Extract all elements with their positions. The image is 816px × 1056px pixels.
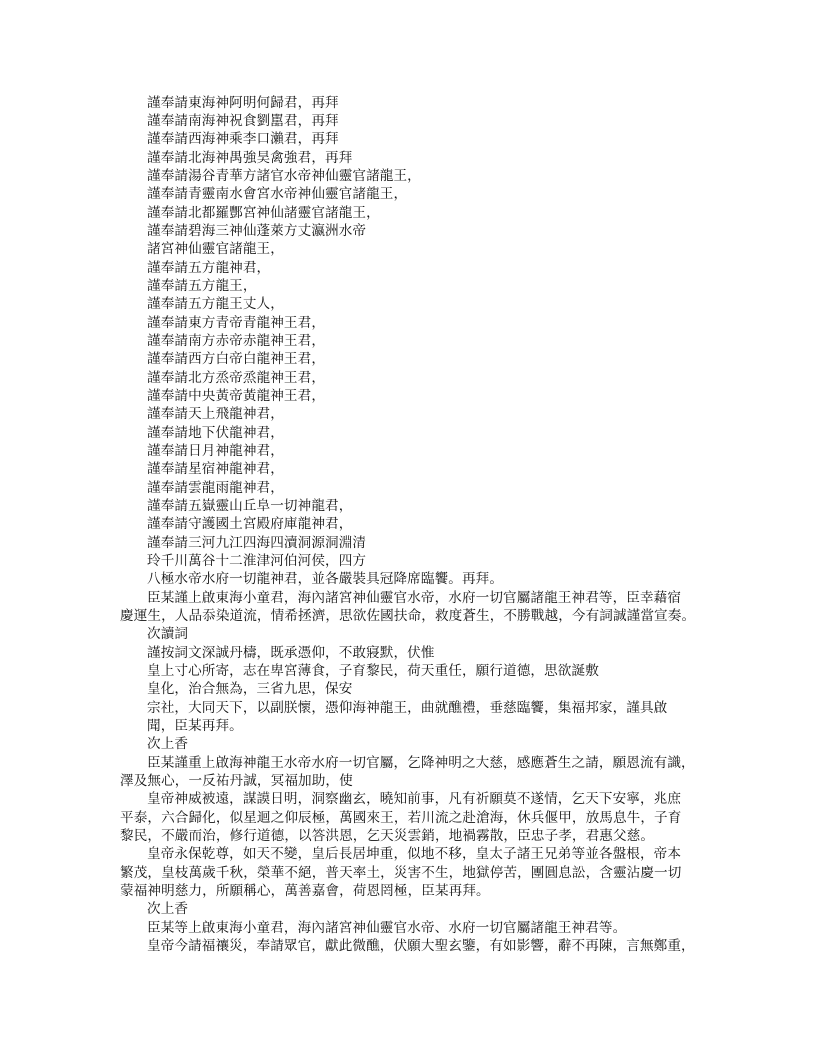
paragraph-line: 皇化，治合無為，三省九思，保安 [147, 681, 353, 697]
text-line: 謹奉請五方龍王丈人， [147, 296, 284, 312]
text-line: 謹奉請西海神乘李口瀨君，再拜 [147, 131, 339, 147]
text-line: 謹奉請西方白帝白龍神王君， [147, 351, 326, 367]
paragraph-line: 繁茂，皇枝萬歲千秋，榮華不絕，普天率土，災害不生，地獄停苦，團圓息訟，含靈沾慶一切 [120, 865, 682, 881]
section-heading: 次讀詞 [147, 626, 189, 642]
paragraph-line: 平泰，六合歸化，似星迴之仰辰極，萬國來王，若川流之赴滄海，休兵偃甲，放馬息牛，子育 [120, 810, 682, 826]
text-line: 謹奉請碧海三神仙蓬萊方丈瀛洲水帝 [147, 223, 367, 239]
text-line: 謹奉請五嶽靈山丘阜一切神龍君， [147, 498, 353, 514]
paragraph-line: 黎民，不嚴而治，修行道德，以答洪恩，乞天災雲銷，地禍霧散，臣忠子孝，君惠父慈。 [120, 828, 655, 844]
text-line: 謹奉請南方赤帝赤龍神王君， [147, 333, 326, 349]
paragraph-line: 皇帝永保乾尊，如天不變，皇后長居坤重，似地不移，皇太子諸王兄弟等並各盤根，帝本 [147, 846, 682, 862]
section-heading: 次上香 [147, 901, 189, 917]
text-line: 謹奉請東海神阿明何歸君，再拜 [147, 95, 339, 111]
paragraph-line: 聞，臣某再拜。 [147, 718, 243, 734]
paragraph-line: 皇帝神威被遠，謀謨日明，洞察幽玄，曉知前事，凡有祈願莫不遂情，乞天下安寧，兆庶 [147, 791, 682, 807]
text-line: 謹奉請青靈南水會宮水帝神仙靈官諸龍王， [147, 186, 408, 202]
text-line: 謹奉請北方烝帝烝龍神王君， [147, 370, 326, 386]
text-line: 謹奉請地下伏龍神君， [147, 425, 284, 441]
text-line: 謹奉請守護國土宮殿府庫龍神君， [147, 516, 353, 532]
text-line: 謹奉請東方青帝青龍神王君， [147, 315, 326, 331]
text-line: 八極水帝水府一切龍神君，並各嚴裝具冠降席臨饗。再拜。 [147, 571, 504, 587]
text-line: 謹奉請五方龍王， [147, 278, 257, 294]
text-line: 諸宮神仙靈官諸龍王， [147, 241, 284, 257]
text-line: 謹奉請星宿神龍神君， [147, 461, 284, 477]
paragraph-line: 慶運生，人品忝染道流，情希拯濟，思欲佐國扶命，救度蒼生，不勝戰越，今有詞誠謹當宣奏。 [120, 608, 696, 624]
section-heading: 次上香 [147, 736, 189, 752]
paragraph-line: 皇帝今請福禳災，奉請眾官，獻此微醮，伏願大聖玄鑒，有如影響，辭不再陳，言無鄭重， [147, 938, 695, 954]
paragraph-line: 臣某等上啟東海小童君，海內諸宮神仙靈官水帝、水府一切官屬諸龍王神君等。 [147, 920, 627, 936]
text-line: 謹奉請日月神龍神君， [147, 443, 284, 459]
text-line: 謹奉請湯谷青華方諸官水帝神仙靈官諸龍王， [147, 168, 421, 184]
text-line: 謹奉請雲龍雨龍神君， [147, 480, 284, 496]
text-line: 謹奉請北海神禺強昊禽強君，再拜 [147, 150, 353, 166]
text-line: 謹奉請南海神祝食劉嚚君，再拜 [147, 113, 339, 129]
paragraph-line: 蒙福神明慈力，所願稱心，萬善嘉會，荷恩罔極，臣某再拜。 [120, 883, 490, 899]
paragraph-line: 皇上寸心所寄，志在卑宮薄食，子育黎民，荷天重任，願行道德，思欲誕敷 [147, 663, 599, 679]
paragraph-line: 宗社，大同天下，以副朕懷，憑仰海神龍王，曲就醮禮，垂慈臨饗，集福邦家，謹具啟 [147, 700, 668, 716]
text-line: 謹奉請天上飛龍神君， [147, 406, 284, 422]
text-line: 謹奉請北都羅酆宮神仙諸靈官諸龍王， [147, 205, 380, 221]
paragraph-line: 澤及無心，一反祐丹誠，冥福加助，使 [120, 773, 353, 789]
text-line: 謹奉請中央黃帝黃龍神王君， [147, 388, 326, 404]
text-line: 謹奉請三河九江四海四瀆洞源洞淵清 [147, 535, 367, 551]
text-line: 謹奉請五方龍神君， [147, 260, 271, 276]
paragraph-line: 臣某謹重上啟海神龍王水帝水府一切官屬，乞降神明之大慈，感應蒼生之請，願恩流有識， [147, 755, 695, 771]
paragraph-line: 臣某謹上啟東海小童君，海內諸宮神仙靈官水帝，水府一切官屬諸龍王神君等，臣幸藉宿 [147, 590, 682, 606]
text-line: 玲千川萬谷十二淮津河伯河侯，四方 [147, 553, 367, 569]
paragraph-line: 謹按詞文深誠丹檮，既承憑仰，不敢寢默，伏惟 [147, 645, 435, 661]
